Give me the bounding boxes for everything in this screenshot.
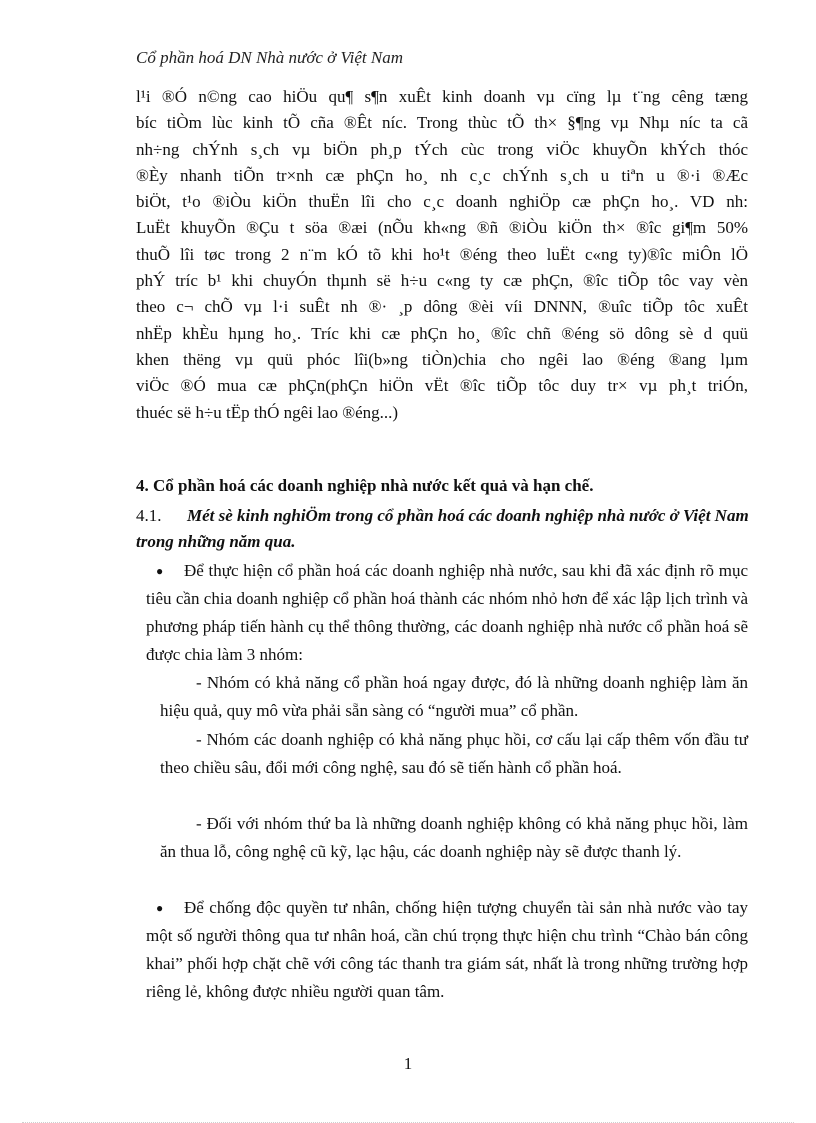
bullet-text: Để chống độc quyền tư nhân, chống hiện tượng chuyển tài sản nhà nước vào tay một số người thông qua tư nhân hoá, cần chú trọng thực hiện chu trình “Chào bán công khai” phối hợp chặt chẽ với công tác thanh tra giám sát, nhất là trong những trường hợp riêng lẻ, không được nhiều người quan tâm. [146,898,748,1001]
dash-item-2: - Nhóm các doanh nghiệp có khả năng phục hồi, cơ cấu lại cấp thêm vốn đầu tư theo chiều sâu, đổi mới công nghệ, sau đó sẽ tiến hành cổ phần hoá. [160,730,748,777]
paragraph-line: khen thëng vµ quü phóc lîi(b»ng tiÒn)chia cho ngêi lao ®éng ®ang lµm [136,349,748,369]
paragraph-line: thuÕ lîi tøc trong 2 n¨m kÓ tõ khi ho¹t ®éng theo luËt c«ng ty)®îc miÔn lÖ [136,244,748,264]
paragraph-line: nhËp khÈu hµng ho¸. Tríc khi cæ phÇn ho¸ ®îc chñ ®éng sö dông sè d quü [136,323,748,343]
running-header: Cổ phần hoá DN Nhà nước ở Việt Nam [136,48,403,67]
paragraph-line: theo c¬ chÕ vµ l·i suÊt nh ®· ¸p dông ®èi víi DNNN, ®uîc tiÕp tôc xuÊt [136,297,748,317]
bullet-icon: ● [156,901,164,915]
paragraph-line: thuéc së h÷u tËp thÓ ngêi lao ®éng...) [136,402,399,422]
dash-item-1: - Nhóm có khả năng cổ phần hoá ngay được, đó là những doanh nghiệp làm ăn hiệu quả, quy mô vừa phải sẵn sàng có “người mua” cổ phần. [160,673,748,720]
bullet-item-1 [136,557,748,669]
section-4-1-heading [136,503,754,555]
subsection-title: Mét sè kinh nghiÖm trong cổ phần hoá các doanh nghiệp nhà nước ở Việt Nam trong những năm qua. [136,506,749,551]
page-number: 1 [403,1054,413,1073]
subsection-number: 4.1. [136,506,162,525]
section-title: . Cổ phần hoá các doanh nghiệp nhà nước kết quả và hạn chế. [144,476,594,495]
paragraph-line: l¹i ®Ó n©ng cao hiÖu qu¶ s¶n xuÊt kinh doanh vµ cïng lµ t¨ng cêng tæng [136,87,748,106]
legacy-encoded-paragraph [136,84,748,426]
bullet-text: Để thực hiện cổ phần hoá các doanh nghiệp nhà nước, sau khi đã xác định rõ mục tiêu cần chia doanh nghiệp cổ phần hoá thành các nhóm nhỏ hơn để xác lập lịch trình và phương pháp tiến hành cụ thể thông thường, các doanh nghiệp nhà nước cổ phần hoá sẽ được chia làm 3 nhóm: [146,561,748,664]
section-number: 4 [136,476,145,495]
bullet-icon: ● [156,564,164,578]
paragraph-line: biÖt, t¹o ®iÒu kiÖn thuËn lîi cho c¸c doanh nghiÖp cæ phÇn ho¸. VD nh: [136,192,748,212]
paragraph-line: LuËt khuyÕn ®Çu t söa ®æi (nÕu kh«ng ®ñ ®iÒu kiÖn th× ®îc gi¶m 50% [136,218,748,238]
paragraph-line: nh÷ng chÝnh s¸ch vµ biÖn ph¸p tÝch cùc trong viÖc khuyÕn khÝch thóc [136,139,748,159]
paragraph-line: phÝ tríc b¹ khi chuyÓn thµnh së h÷u c«ng ty cæ phÇn, ®îc tiÕp tôc vay vèn [136,271,748,291]
bullet-item-2 [136,894,748,1006]
dash-item-3: - Đối với nhóm thứ ba là những doanh nghiệp không có khả năng phục hồi, làm ăn thua lỗ, công nghệ cũ kỹ, lạc hậu, các doanh nghiệp này sẽ được thanh lý. [160,814,748,861]
section-4-heading [136,476,756,496]
paragraph-line: ®Èy nhanh tiÕn tr×nh cæ phÇn ho¸ nh c¸c chÝnh s¸ch u tiªn u ®·i ®Æc [136,165,748,185]
paragraph-line: bíc tiÒm lùc kinh tÕ cña ®Êt níc. Trong thùc tÕ th× §¶ng vµ Nhµ níc ta cã [136,113,748,133]
paragraph-line: viÖc ®Ó mua cæ phÇn(phÇn hiÖn vËt ®îc tiÕp tôc duy tr× vµ ph¸t triÓn, [136,376,748,396]
